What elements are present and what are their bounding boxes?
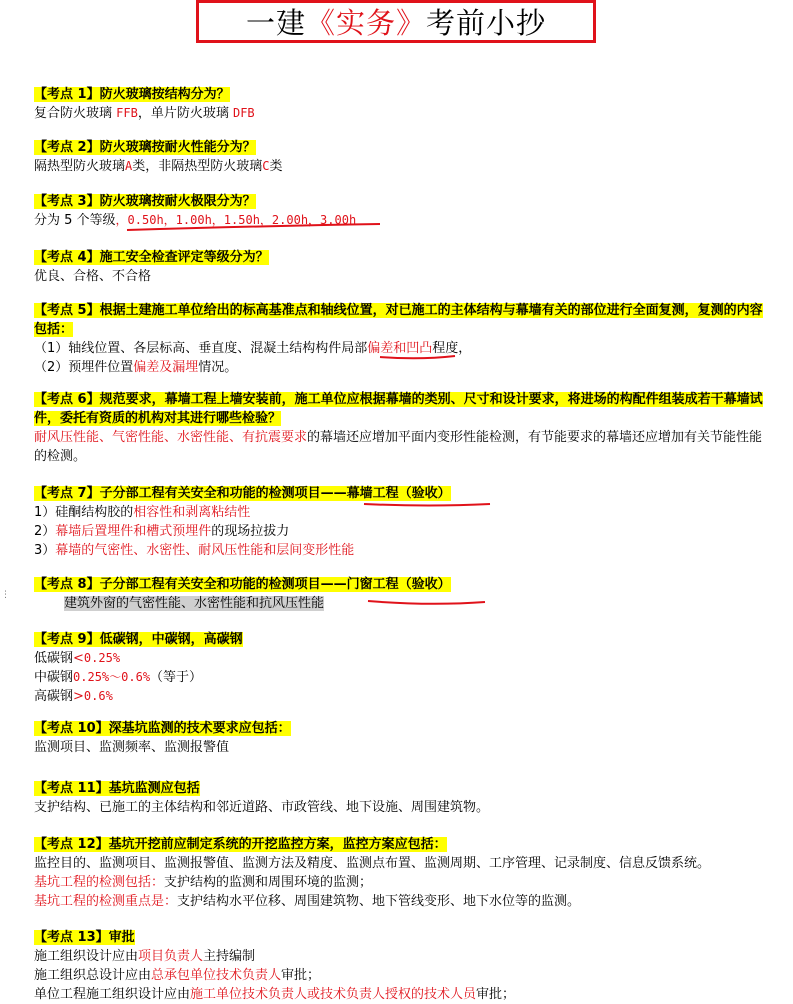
exam-point-question: 【考点 10】深基坑监测的技术要求应包括： [34, 721, 291, 736]
answer-line [34, 873, 774, 892]
exam-point-1 [34, 85, 774, 123]
title-prefix: 一建 [245, 6, 306, 40]
answer-text: 高碳钢 [34, 689, 74, 704]
exam-point-10 [34, 719, 774, 757]
answer-text: 支护结构水平位移、周围建筑物、地下管线变形、地下水位等的监测。 [177, 894, 581, 909]
answer-text: 审批； [476, 987, 516, 1002]
answer-text: 类，非隔热型防火玻璃 [132, 159, 263, 174]
answer-text: 隔热型防火玻璃 [34, 159, 126, 174]
answer-text: 总承包单位技术负责人 [151, 968, 282, 983]
exam-point-4 [34, 248, 774, 286]
answer-text: 项目负责人 [138, 949, 204, 964]
page-title [199, 3, 593, 43]
answer-text: 审批； [281, 968, 321, 983]
answer-text: A [125, 159, 133, 173]
exam-point-6 [34, 390, 774, 466]
answer-text: > [73, 689, 84, 704]
answer-text: ，单片防火玻璃 [137, 106, 233, 121]
exam-point-13 [34, 928, 774, 1004]
exam-point-2 [34, 138, 774, 176]
exam-point-7 [34, 484, 774, 560]
title-box [196, 0, 596, 43]
answer-line [34, 541, 774, 560]
answer-text: 0.6% [83, 689, 113, 703]
answer-text: 2） [34, 524, 56, 539]
answer-line [34, 594, 774, 613]
answer-text: 类 [269, 159, 283, 174]
answer-text: 的幕墙还应增加平面内变形性能检测，有节能要求的幕墙还应增加有关节能性能的检测。 [34, 430, 763, 464]
answer-text: 程度， [432, 341, 472, 356]
answer-line [34, 503, 774, 522]
exam-point-question: 【考点 8】子分部工程有关安全和功能的检测项目——门窗工程（验收） [34, 577, 451, 592]
answer-line [34, 854, 774, 873]
title-highlight: 《实务》 [305, 6, 426, 40]
exam-point-8 [34, 575, 774, 613]
answer-text: 中碳钢 [34, 670, 74, 685]
answer-text: 监测项目、监测频率、监测报警值 [34, 740, 230, 755]
answer-line [34, 649, 774, 668]
exam-point-11 [34, 779, 774, 817]
answer-text: （等于） [150, 670, 203, 685]
answer-line [34, 211, 774, 230]
answer-text: 监控目的、监测项目、监测报警值、监测方法及精度、监测点布置、监测周期、工序管理、记录制度、信息反馈系统。 [34, 856, 711, 871]
answer-text: 低碳钢 [34, 651, 74, 666]
answer-text: 的现场拉拔力 [211, 524, 290, 539]
answer-text: 主持编制 [203, 949, 256, 964]
exam-point-question: 【考点 6】规范要求，幕墙工程上墙安装前，施工单位应根据幕墙的类别、尺寸和设计要求，将进场的构配件组装成若干幕墙试件，委托有资质的机构对其进行哪些检验？ [34, 392, 763, 426]
answer-text: 支护结构、已施工的主体结构和邻近道路、市政管线、地下设施、周围建筑物。 [34, 800, 490, 815]
answer-text: 偏差及漏埋 [133, 360, 199, 375]
answer-text: 施工单位技术负责人或技术负责人授权的技术人员 [190, 987, 477, 1002]
answer-text: < [73, 651, 84, 666]
answer-text: 偏差和凹凸 [367, 341, 433, 356]
exam-point-question: 【考点 12】基坑开挖前应制定系统的开挖监控方案，监控方案应包括： [34, 837, 447, 852]
answer-text: 幕墙后置埋件和槽式预埋件 [55, 524, 212, 539]
answer-line [34, 738, 774, 757]
answer-text: 优良、合格、不合格 [34, 269, 152, 284]
answer-text: DFB [232, 106, 255, 120]
answer-line [34, 157, 774, 176]
answer-line [34, 687, 774, 706]
exam-point-12 [34, 835, 774, 911]
answer-line [34, 267, 774, 286]
answer-text: 分为 5 个等级 [34, 213, 116, 228]
exam-point-question: 【考点 1】防火玻璃按结构分为？ [34, 87, 230, 102]
exam-point-question: 【考点 11】基坑监测应包括 [34, 781, 200, 796]
answer-line [34, 339, 774, 358]
answer-text: 相容性和剥离粘结性 [133, 505, 251, 520]
answer-text: ，0.50h，1.00h，1.50h，2.00h，3.00h [115, 213, 357, 227]
answer-text: 0.25% [83, 651, 121, 665]
answer-line [34, 358, 774, 377]
answer-text: 施工组织设计应由 [34, 949, 139, 964]
answer-text: 建筑外窗的气密性能、水密性能和抗风压性能 [64, 596, 325, 611]
answer-text: 支护结构的监测和周围环境的监测； [164, 875, 373, 890]
answer-text: 复合防火玻璃 [34, 106, 117, 121]
answer-text: 耐风压性能、气密性能、水密性能、有抗震要求 [34, 430, 308, 445]
answer-text: （2）预埋件位置 [34, 360, 134, 375]
answer-text: 施工组织总设计应由 [34, 968, 152, 983]
exam-point-question: 【考点 2】防火玻璃按耐火性能分为？ [34, 140, 256, 155]
answer-text: （1）轴线位置、各层标高、垂直度、混凝土结构构件局部 [34, 341, 368, 356]
exam-point-question: 【考点 3】防火玻璃按耐火极限分为？ [34, 194, 256, 209]
exam-point-3 [34, 192, 774, 230]
answer-line [34, 892, 774, 911]
exam-point-5 [34, 301, 774, 377]
answer-line [34, 428, 774, 466]
exam-point-question: 【考点 7】子分部工程有关安全和功能的检测项目——幕墙工程（验收） [34, 486, 451, 501]
answer-text: 1）硅酮结构胶的 [34, 505, 134, 520]
answer-text: FFB [116, 106, 138, 120]
answer-line [34, 947, 774, 966]
answer-text: C [262, 159, 270, 173]
answer-line [34, 798, 774, 817]
answer-line [34, 668, 774, 687]
answer-line [34, 985, 774, 1004]
exam-point-9 [34, 630, 774, 706]
answer-text: 3） [34, 543, 56, 558]
exam-point-question: 【考点 4】施工安全检查评定等级分为？ [34, 250, 269, 265]
exam-point-question: 【考点 13】审批 [34, 930, 135, 945]
drag-handle[interactable]: ⋮ [1, 590, 10, 600]
answer-text: 幕墙的气密性、水密性、耐风压性能和层间变形性能 [55, 543, 355, 558]
answer-text: 单位工程施工组织设计应由 [34, 987, 191, 1002]
answer-line [34, 522, 774, 541]
title-suffix: 考前小抄 [426, 6, 547, 40]
answer-text: 基坑工程的检测包括： [34, 875, 165, 890]
exam-point-question: 【考点 9】低碳钢，中碳钢，高碳钢 [34, 632, 243, 647]
answer-text: 基坑工程的检测重点是： [34, 894, 178, 909]
answer-text: 0.25%～0.6% [73, 670, 151, 684]
answer-line [34, 104, 774, 123]
answer-text: 情况。 [198, 360, 238, 375]
answer-line [34, 966, 774, 985]
exam-point-question: 【考点 5】根据土建施工单位给出的标高基准点和轴线位置，对已施工的主体结构与幕墙有关的部位进行全面复测，复测的内容包括： [34, 303, 763, 337]
